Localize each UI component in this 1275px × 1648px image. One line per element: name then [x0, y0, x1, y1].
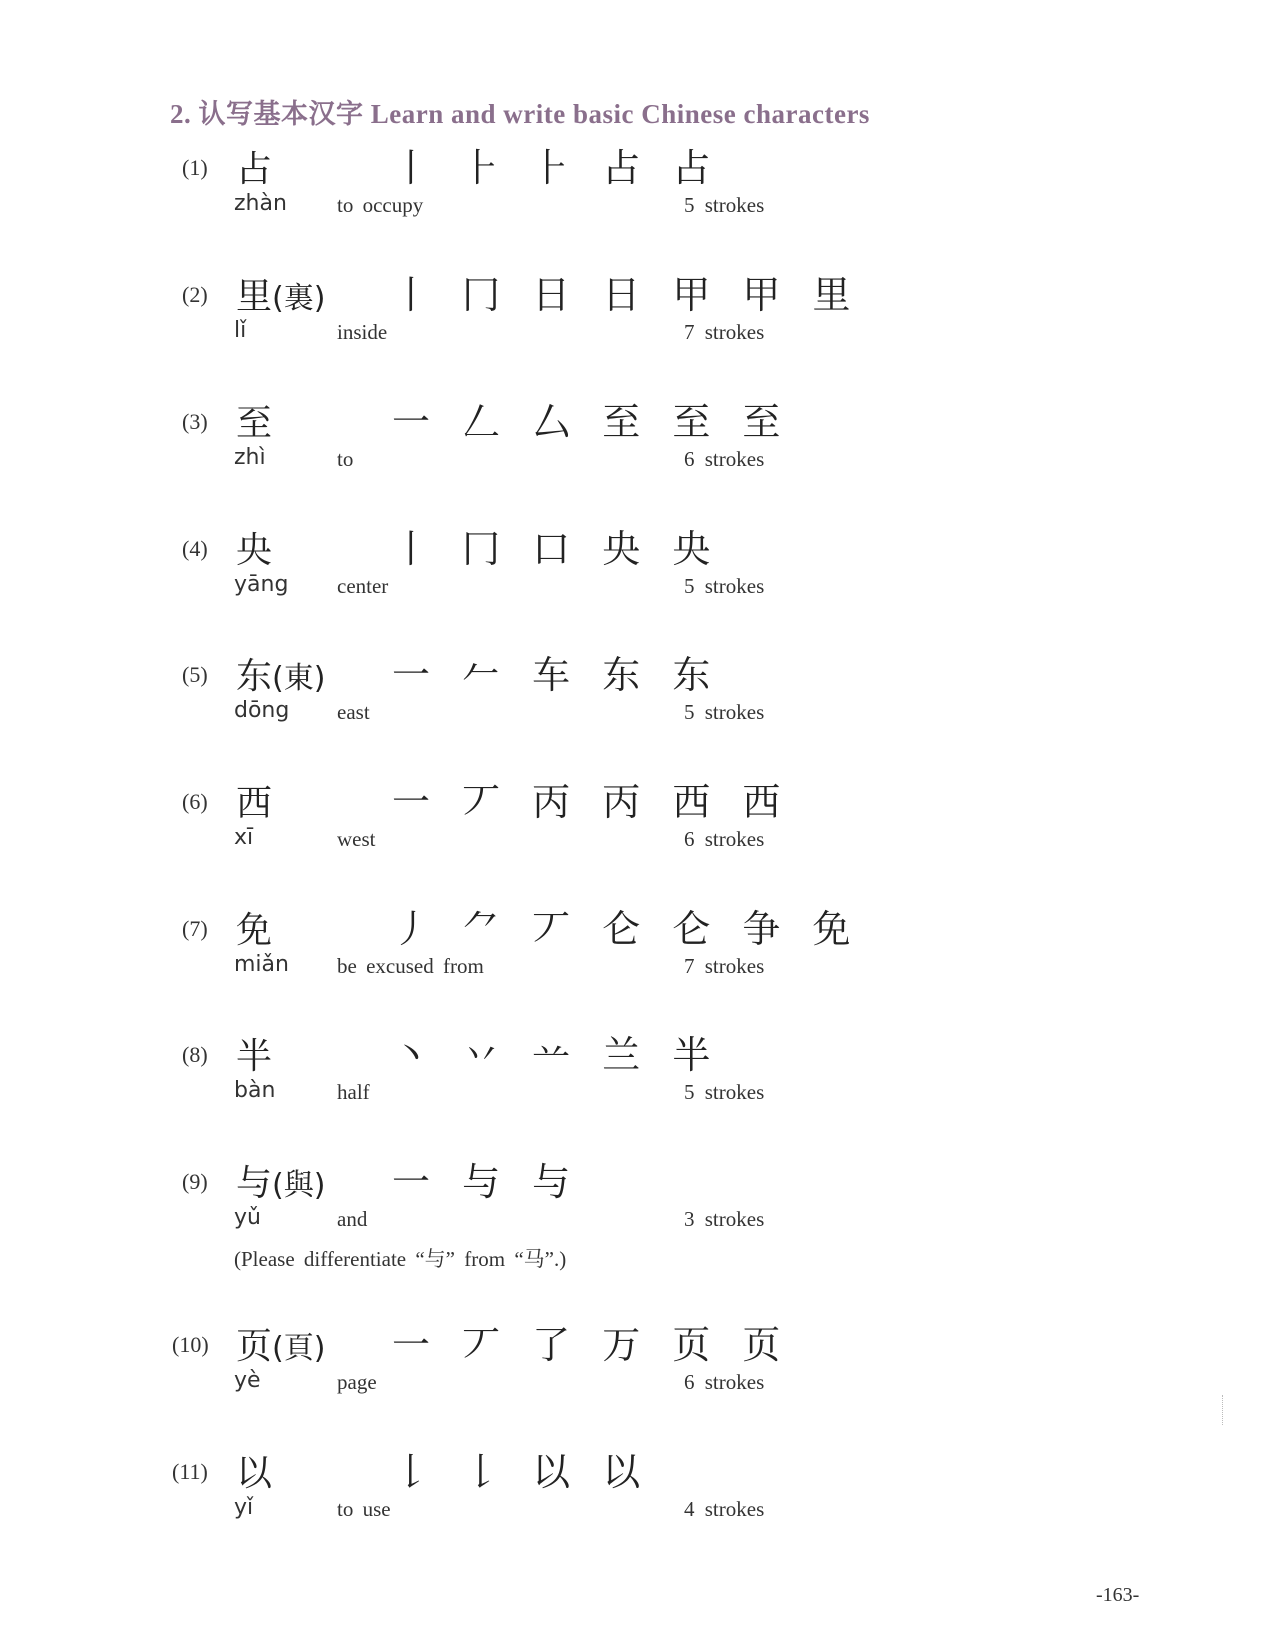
traditional-form: (東): [272, 661, 326, 696]
stroke-count: 4 strokes: [684, 1497, 765, 1521]
pinyin: yāng: [234, 572, 289, 597]
pinyin: lǐ: [234, 318, 247, 343]
stroke-order: 一 𠂉 车 东 东: [392, 653, 721, 697]
character-entry: [0, 399, 1275, 519]
pinyin: xī: [234, 825, 254, 850]
stroke-order: 一 丆 了 万 页 页: [392, 1323, 791, 1367]
character-entry: [0, 272, 1275, 392]
entry-number: (5): [182, 662, 208, 687]
pinyin: yǐ: [234, 1495, 254, 1520]
character-entry: [0, 1322, 1275, 1442]
meaning: inside: [337, 320, 388, 344]
character: 半: [236, 1036, 273, 1077]
character: 占: [236, 149, 273, 190]
entry-number: (1): [182, 155, 208, 180]
character-entry: [0, 1032, 1275, 1152]
stroke-count: 5 strokes: [684, 1080, 765, 1104]
pinyin: miǎn: [234, 952, 289, 977]
character-entry: [0, 779, 1275, 899]
character-entry: [0, 1159, 1275, 1279]
stroke-count: 6 strokes: [684, 827, 765, 851]
stroke-order: 一 丆 丙 丙 西 西: [392, 780, 791, 824]
stroke-count: 5 strokes: [684, 700, 765, 724]
stroke-count: 3 strokes: [684, 1207, 765, 1231]
stroke-order: 一 𠃋 厶 至 至 至: [392, 400, 791, 444]
stroke-order: 𠄌 𠄌 以 以: [392, 1450, 651, 1494]
character: 西: [236, 783, 273, 824]
pinyin: zhì: [234, 445, 266, 470]
pinyin: yǔ: [234, 1205, 261, 1230]
character: 与(與): [236, 1163, 326, 1204]
entry-number: (4): [182, 536, 208, 561]
pinyin: bàn: [234, 1078, 276, 1103]
stroke-count: 6 strokes: [684, 447, 765, 471]
character-entry: [0, 906, 1275, 1026]
traditional-form: (與): [272, 1168, 326, 1203]
meaning: and: [337, 1207, 368, 1231]
meaning: to: [337, 447, 354, 471]
entry-number: (11): [172, 1459, 208, 1484]
meaning: be excused from: [337, 954, 484, 978]
stroke-order: 丨 冂 口 央 央: [392, 527, 721, 571]
stroke-count: 6 strokes: [684, 1370, 765, 1394]
character-entry: [0, 526, 1275, 646]
entry-number: (8): [182, 1042, 208, 1067]
stroke-order: 丿 ⺈ 丆 仑 仑 争 免: [392, 907, 861, 951]
stroke-count: 7 strokes: [684, 320, 765, 344]
character: 以: [236, 1453, 273, 1494]
character-entry: [0, 652, 1275, 772]
meaning: to occupy: [337, 193, 424, 217]
character: 里(裏): [236, 276, 326, 317]
character: 至: [236, 403, 273, 444]
margin-mark: [1222, 1395, 1227, 1425]
character: 央: [236, 530, 273, 571]
pinyin: dōng: [234, 698, 290, 723]
meaning: east: [337, 700, 370, 724]
character-entry: [0, 145, 1275, 265]
meaning: center: [337, 574, 389, 598]
pinyin: yè: [234, 1368, 261, 1393]
section-title: 2. 认写基本汉字 Learn and write basic Chinese characters: [170, 99, 870, 129]
entry-number: (6): [182, 789, 208, 814]
character: 免: [236, 910, 273, 951]
stroke-order: 丶 丷 䒑 兰 半: [392, 1033, 721, 1077]
page-number: -163-: [1096, 1584, 1140, 1606]
character-entry: [0, 1449, 1275, 1569]
entry-number: (3): [182, 409, 208, 434]
entry-number: (10): [172, 1332, 209, 1357]
entry-number: (2): [182, 282, 208, 307]
stroke-count: 5 strokes: [684, 193, 765, 217]
entry-number: (9): [182, 1169, 208, 1194]
meaning: west: [337, 827, 376, 851]
usage-note: (Please differentiate “与” from “马”.): [234, 1247, 567, 1271]
entry-number: (7): [182, 916, 208, 941]
pinyin: zhàn: [234, 191, 287, 216]
traditional-form: (頁): [272, 1331, 326, 1366]
meaning: to use: [337, 1497, 391, 1521]
meaning: page: [337, 1370, 377, 1394]
traditional-form: (裏): [272, 281, 326, 316]
character: 页(頁): [236, 1326, 326, 1367]
stroke-order: 丨 ⺊ ⺊ 占 占: [392, 146, 721, 190]
stroke-count: 7 strokes: [684, 954, 765, 978]
character: 东(東): [236, 656, 326, 697]
meaning: half: [337, 1080, 370, 1104]
stroke-count: 5 strokes: [684, 574, 765, 598]
stroke-order: 一 与 与: [392, 1160, 581, 1204]
stroke-order: 丨 冂 日 日 甲 甲 里: [392, 273, 861, 317]
